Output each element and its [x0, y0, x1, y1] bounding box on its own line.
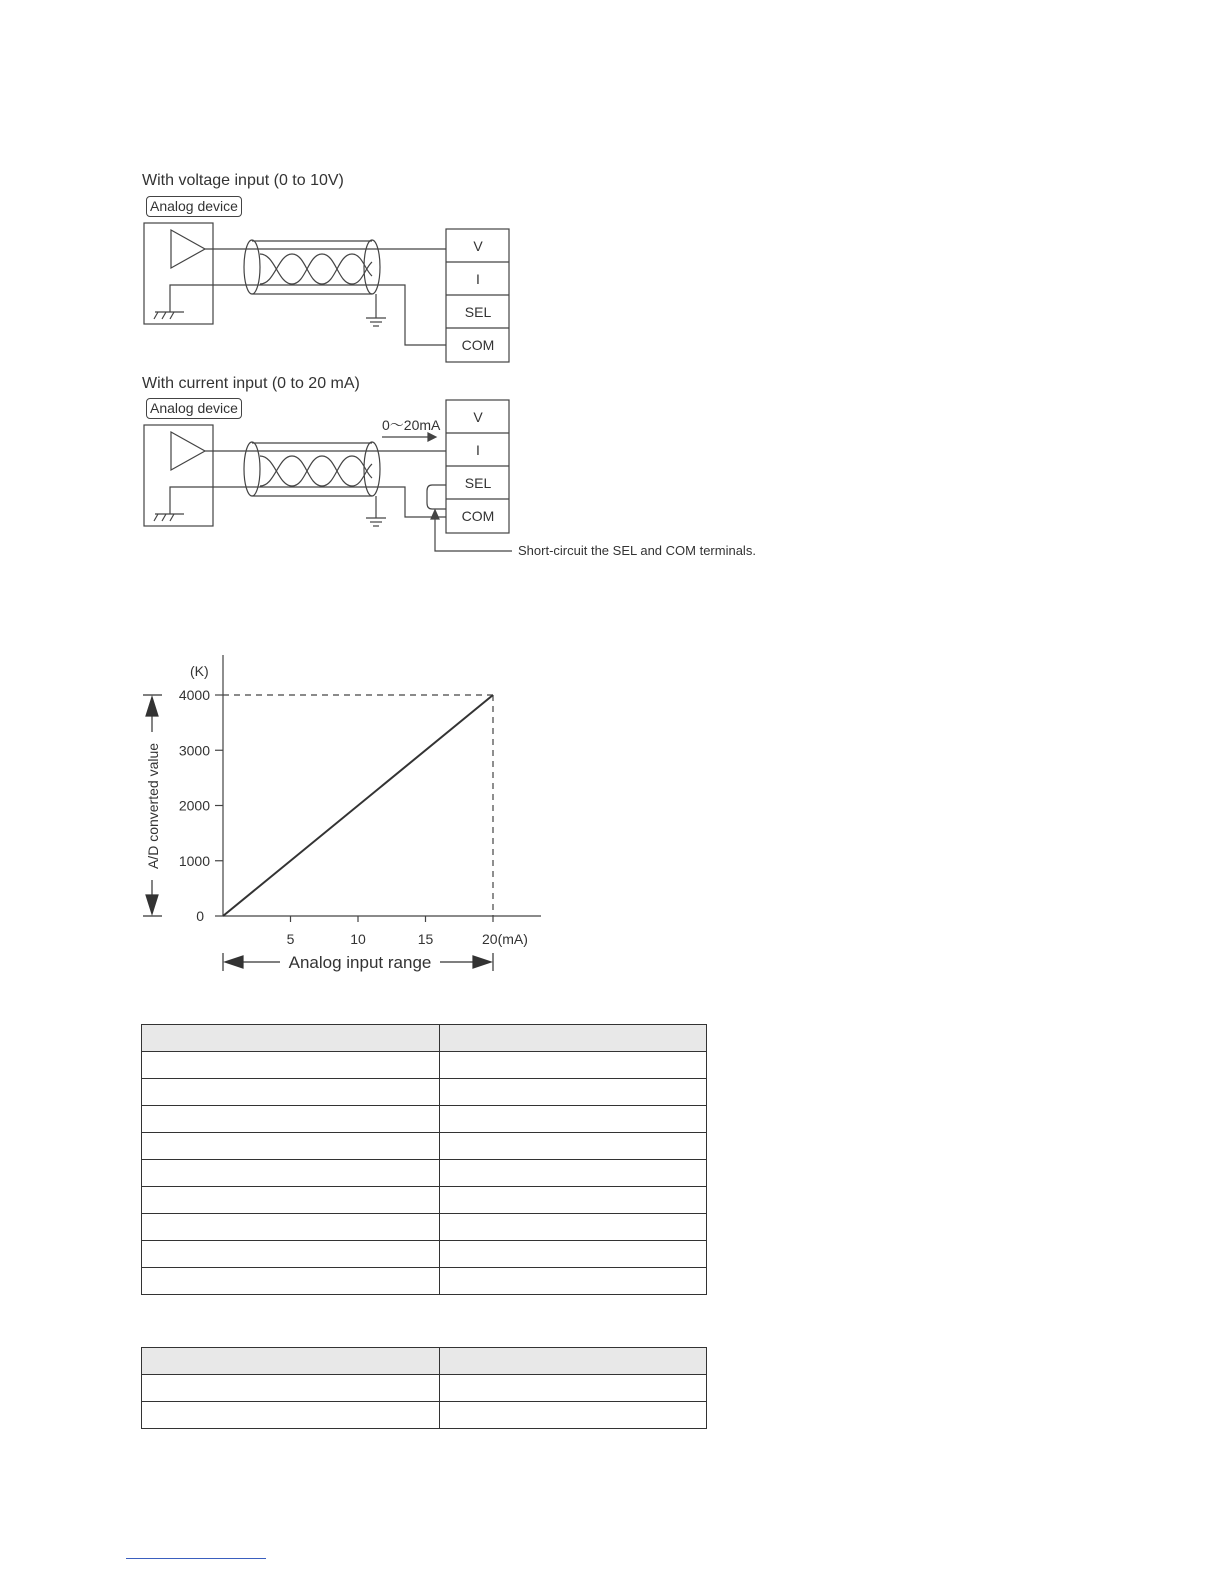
table-cell — [440, 1160, 707, 1187]
table-header-cell — [440, 1348, 707, 1375]
table-cell — [440, 1187, 707, 1214]
table-cell — [440, 1106, 707, 1133]
current-range-label: 0～20mA — [382, 417, 441, 433]
table-row — [142, 1241, 707, 1268]
voltage-terminal-sel: SEL — [464, 304, 492, 320]
voltage-terminal-v: V — [473, 238, 483, 254]
current-terminal-sel: SEL — [464, 475, 492, 491]
ad-conversion-chart — [0, 640, 600, 990]
table-cell — [142, 1187, 440, 1214]
table-header-cell — [142, 1025, 440, 1052]
chart-y-tick-label: 2000 — [178, 797, 210, 814]
table-cell — [440, 1214, 707, 1241]
table-cell — [142, 1106, 440, 1133]
chart-y-unit-label: (K) — [190, 663, 209, 679]
voltage-analog-device-box — [144, 223, 213, 324]
footnote-separator — [126, 1558, 266, 1559]
table-cell — [142, 1214, 440, 1241]
voltage-input-title: With voltage input (0 to 10V) — [142, 172, 344, 189]
table-1 — [141, 1024, 707, 1295]
chart-y-tick-label: 4000 — [178, 687, 210, 703]
current-terminal-com: COM — [461, 508, 495, 524]
current-amplifier-symbol — [171, 432, 205, 470]
chart-y-tick-label: 3000 — [178, 742, 210, 759]
table-row — [142, 1052, 707, 1079]
sel-com-jumper — [427, 485, 446, 509]
chart-x-axis-label: Analog input range — [288, 953, 432, 972]
table-cell — [440, 1133, 707, 1160]
chart-x-tick-label: 15 — [417, 931, 434, 947]
current-device-label: Analog device — [146, 398, 242, 419]
table-row — [142, 1160, 707, 1187]
current-terminal-v: V — [473, 409, 483, 425]
table-header-row — [142, 1025, 707, 1052]
chart-x-tick-label: 5 — [286, 931, 295, 947]
table-2 — [141, 1347, 707, 1429]
table-cell — [440, 1079, 707, 1106]
table-cell — [142, 1268, 440, 1295]
table-cell — [142, 1375, 440, 1402]
voltage-device-label: Analog device — [146, 196, 242, 217]
voltage-terminal-com: COM — [461, 337, 495, 353]
short-circuit-note: Short-circuit the SEL and COM terminals. — [518, 543, 756, 558]
table-row — [142, 1079, 707, 1106]
table-row — [142, 1214, 707, 1241]
table-cell — [142, 1402, 440, 1429]
current-terminal-i: I — [476, 442, 480, 458]
chart-x-tick-label: 20(mA) — [482, 931, 528, 947]
table-header-cell — [142, 1348, 440, 1375]
table-header-cell — [440, 1025, 707, 1052]
table-row — [142, 1133, 707, 1160]
voltage-terminal-i: I — [476, 271, 480, 287]
voltage-amplifier-symbol — [171, 230, 205, 268]
table-cell — [440, 1268, 707, 1295]
current-input-title: With current input (0 to 20 mA) — [142, 375, 360, 392]
table-row — [142, 1268, 707, 1295]
chart-y-tick-label: 1000 — [178, 852, 210, 869]
current-analog-device-box — [144, 425, 213, 526]
chart-x-tick-label: 10 — [350, 931, 366, 947]
table-cell — [440, 1241, 707, 1268]
table-header-row — [142, 1348, 707, 1375]
table-row — [142, 1106, 707, 1133]
table-cell — [440, 1052, 707, 1079]
table-cell — [142, 1241, 440, 1268]
table-cell — [142, 1160, 440, 1187]
table-cell — [440, 1402, 707, 1429]
current-wiring-diagram — [144, 400, 512, 551]
wiring-diagrams — [0, 0, 1224, 600]
chart-series-line — [223, 695, 493, 916]
table-cell — [142, 1079, 440, 1106]
chart-y-tick-label: 0 — [196, 908, 204, 924]
table-cell — [440, 1375, 707, 1402]
table-cell — [142, 1133, 440, 1160]
voltage-wiring-diagram — [144, 223, 509, 362]
chart-y-axis-label: A/D converted value — [145, 742, 161, 870]
table-row — [142, 1402, 707, 1429]
table-row — [142, 1375, 707, 1402]
table-cell — [142, 1052, 440, 1079]
table-row — [142, 1187, 707, 1214]
current-common-wire — [170, 487, 446, 517]
